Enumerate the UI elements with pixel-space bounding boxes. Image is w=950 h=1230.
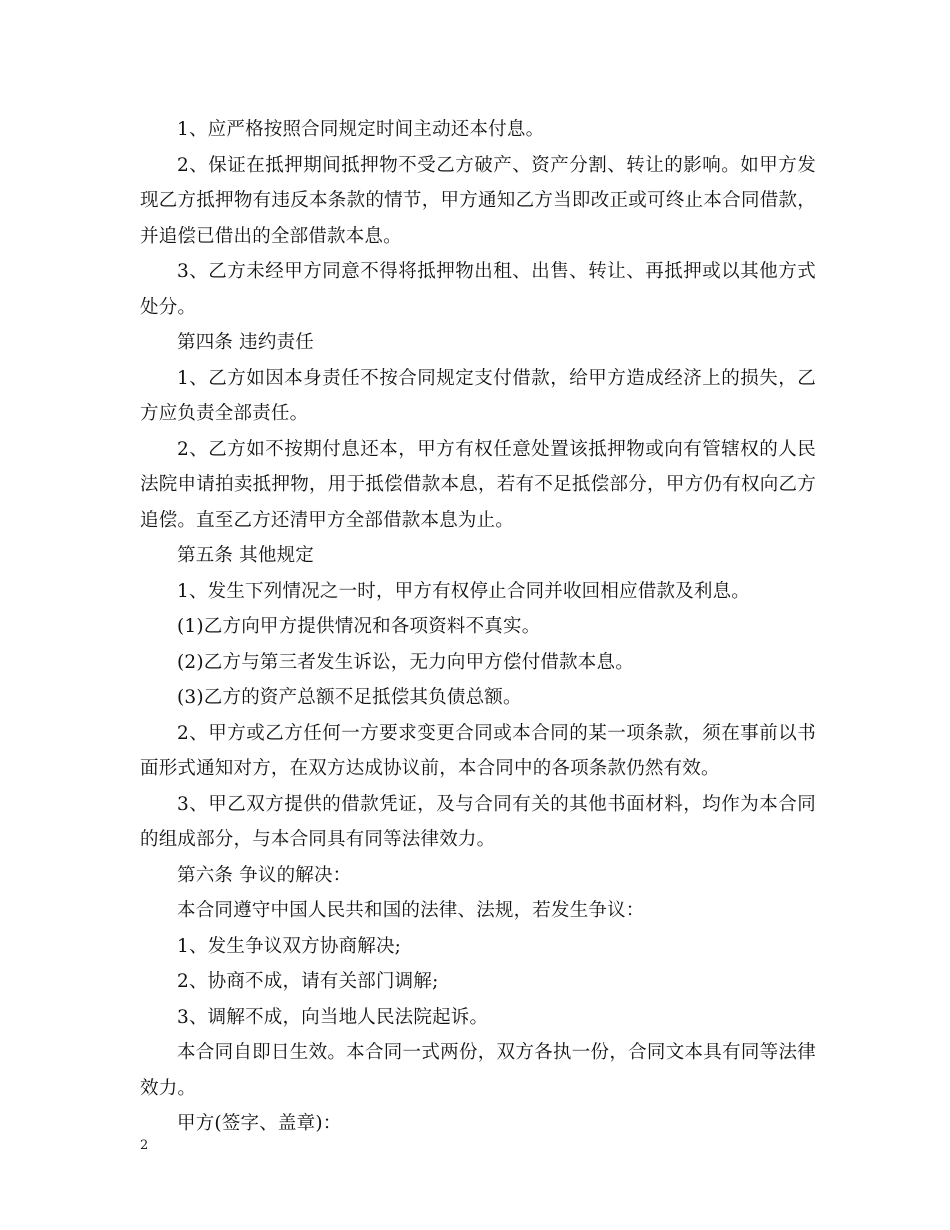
dispute-step-3: 3、调解不成，向当地人民法院起诉。: [177, 1006, 489, 1028]
condition-item-2: (2)乙方与第三者发生诉讼，无力向甲方偿付借款本息。: [177, 651, 634, 673]
section-heading-dispute: 第六条 争议的解决：: [177, 864, 352, 886]
clause-breach-liability: 1、乙方如因本身责任不按合同规定支付借款，给甲方造成经济上的损失，乙方应负责全部责任。: [140, 367, 816, 424]
clause-effectiveness: 本合同自即日生效。本合同一式两份，双方各执一份，合同文本具有同等法律效力。: [140, 1042, 816, 1099]
clause-termination-conditions: 1、发生下列情况之一时，甲方有权停止合同并收回相应借款及利息。: [177, 580, 750, 602]
condition-item-3: (3)乙方的资产总额不足抵偿其负债总额。: [177, 687, 522, 708]
dispute-step-1: 1、发生争议双方协商解决;: [177, 935, 402, 957]
clause-repay-on-time: 1、应严格按照合同规定时间主动还本付息。: [177, 119, 545, 140]
clause-no-disposal: 3、乙方未经甲方同意不得将抵押物出租、出售、转让、再抵押或以其他方式处分。: [140, 261, 816, 318]
condition-item-1: (1)乙方向甲方提供情况和各项资料不真实。: [177, 616, 541, 637]
document-body: [140, 112, 816, 1142]
page-number: 2: [140, 1138, 149, 1153]
section-heading-other: 第五条 其他规定: [177, 545, 314, 566]
clause-supporting-documents: 3、甲乙双方提供的借款凭证，及与合同有关的其他书面材料，均作为本合同的组成部分，与本合同具有同等法律效力。: [140, 793, 816, 850]
clause-overdue-remedy: 2、乙方如不按期付息还本，甲方有权任意处置该抵押物或向有管辖权的人民法院申请拍卖抵押物，用于抵偿借款本息，若有不足抵偿部分，甲方仍有权向乙方追偿。直至乙方还清甲方全部借款本息为止。: [140, 438, 816, 531]
clause-amendment: 2、甲方或乙方任何一方要求变更合同或本合同的某一项条款，须在事前以书面形式通知对方，在双方达成协议前，本合同中的各项条款仍然有效。: [140, 722, 816, 779]
dispute-step-2: 2、协商不成，请有关部门调解;: [177, 971, 439, 992]
clause-collateral-guarantee: 2、保证在抵押期间抵押物不受乙方破产、资产分割、转让的影响。如甲方发现乙方抵押物有违反本条款的情节，甲方通知乙方当即改正或可终止本合同借款，并追偿已借出的全部借款本息。: [140, 154, 816, 247]
signature-party-a: 甲方(签字、盖章)：: [177, 1113, 342, 1134]
section-heading-breach: 第四条 违约责任: [177, 332, 314, 353]
clause-governing-law: 本合同遵守中国人民共和国的法律、法规，若发生争议：: [177, 900, 645, 921]
